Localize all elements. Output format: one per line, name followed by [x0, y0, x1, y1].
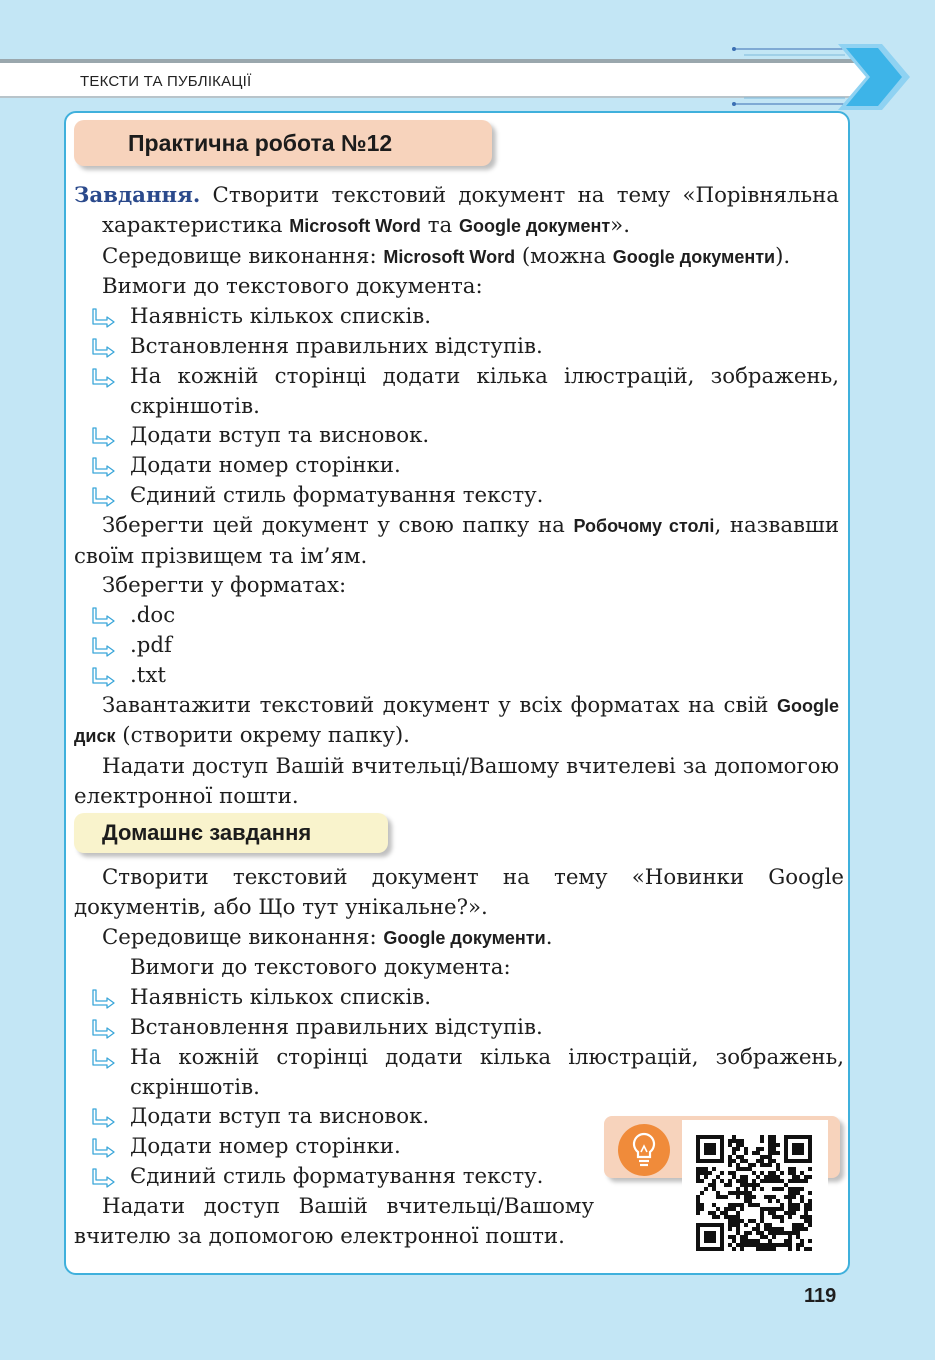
requirements-title: Вимоги до текстового документа:: [130, 955, 511, 981]
homework-task: Створити текстовий документ на тему «Новинки Google документів, або Що тут унікальне?».: [74, 865, 844, 920]
hooked-arrow-icon: [92, 1138, 118, 1158]
env-text: .: [545, 924, 553, 950]
format-item: .txt: [130, 662, 166, 688]
app-name: Microsoft Word: [383, 246, 516, 267]
environment-paragraph: [74, 923, 844, 954]
hooked-arrow-icon: [92, 1168, 118, 1188]
task-text: та: [420, 212, 459, 238]
app-name: Google документи: [612, 246, 776, 267]
task-text: Створити текстовий документ на тему «Порівняльна характеристика: [102, 183, 839, 238]
list-item-text: На кожній сторінці додати кілька ілюстрацій, зображень, скріншотів.: [130, 363, 839, 419]
task-text: ».: [610, 212, 630, 238]
hooked-arrow-icon: [92, 607, 118, 627]
list-item: [74, 661, 839, 691]
hooked-arrow-icon: [92, 637, 118, 657]
list-item-text: Додати вступ та висновок.: [130, 1104, 430, 1130]
list-item: [74, 332, 839, 362]
chevron-right-icon: [838, 44, 912, 110]
section-title: ТЕКСТИ ТА ПУБЛІКАЦІЇ: [80, 73, 252, 90]
share-paragraph-line1: Надати доступ Вашій вчительці/Вашому: [102, 1193, 594, 1219]
list-item-text: Наявність кількох списків.: [130, 985, 432, 1011]
list-item: [74, 481, 839, 511]
list-item: [74, 362, 839, 422]
env-text: ).: [775, 243, 791, 269]
homework-banner: Домашнє завдання: [74, 813, 388, 853]
hooked-arrow-icon: [92, 338, 118, 358]
upload-text: (створити окрему папку).: [115, 723, 410, 749]
decorative-lines: [720, 40, 850, 110]
list-item-text: На кожній сторінці додати кілька ілюстрацій, зображень, скріншотів.: [130, 1044, 844, 1100]
hooked-arrow-icon: [92, 308, 118, 328]
hooked-arrow-icon: [92, 427, 118, 447]
task-label: Завдання.: [74, 183, 201, 208]
list-item: [74, 421, 839, 451]
task-paragraph: [74, 181, 839, 242]
list-item: [74, 601, 839, 631]
save-paragraph: [74, 511, 839, 572]
env-text: Середовище виконання:: [102, 243, 384, 269]
lightbulb-icon: [616, 1122, 672, 1178]
format-item: .pdf: [130, 632, 172, 658]
list-item-text: Єдиний стиль форматування тексту.: [130, 482, 544, 508]
hooked-arrow-icon: [92, 667, 118, 687]
hooked-arrow-icon: [92, 457, 118, 477]
upload-paragraph: [74, 691, 839, 753]
list-item-text: Додати номер сторінки.: [130, 1134, 401, 1160]
hooked-arrow-icon: [92, 1019, 118, 1039]
app-name: Google документ: [458, 215, 611, 236]
list-item-text: Встановлення правильних відступів.: [130, 333, 543, 359]
list-item-text: Єдиний стиль форматування тексту.: [130, 1163, 544, 1189]
save-location: Робочому столі: [573, 515, 715, 536]
environment-paragraph: [74, 242, 839, 273]
hooked-arrow-icon: [92, 368, 118, 388]
upload-location: Google диск: [74, 695, 839, 747]
list-item: [74, 1043, 844, 1103]
env-text: (можна: [515, 243, 613, 269]
list-item-text: Додати номер сторінки.: [130, 453, 401, 479]
practical-section: [74, 181, 839, 812]
list-item: [74, 631, 839, 661]
save-text: , назвавши своїм прізвищем та ім’ям.: [74, 512, 840, 569]
hooked-arrow-icon: [92, 989, 118, 1009]
upload-text: Завантажити текстовий документ у всіх форматах на свій: [102, 692, 777, 718]
list-item: [74, 451, 839, 481]
formats-title: Зберегти у форматах:: [102, 573, 347, 599]
app-name: Google документи: [383, 927, 546, 948]
save-text: Зберегти цей документ у свою папку на: [102, 512, 574, 538]
list-item: [74, 302, 839, 332]
list-item-text: Наявність кількох списків.: [130, 304, 432, 330]
qr-code[interactable]: [696, 1135, 812, 1251]
list-item: [74, 1013, 844, 1043]
requirements-title: Вимоги до текстового документа:: [102, 274, 483, 300]
hooked-arrow-icon: [92, 1108, 118, 1128]
env-text: Середовище виконання:: [102, 924, 384, 950]
share-paragraph-line2: вчителю за допомогою електронної пошти.: [74, 1223, 565, 1249]
share-paragraph: Надати доступ Вашій вчительці/Вашому вчителеві за допомогою електронної пошти.: [74, 754, 839, 809]
page-number: 119: [804, 1285, 837, 1307]
hooked-arrow-icon: [92, 1049, 118, 1069]
list-item-text: Додати вступ та висновок.: [130, 423, 430, 449]
list-item-text: Встановлення правильних відступів.: [130, 1014, 543, 1040]
list-item: [74, 983, 844, 1013]
app-name: Microsoft Word: [289, 215, 421, 236]
hooked-arrow-icon: [92, 487, 118, 507]
format-item: .doc: [130, 603, 176, 629]
practical-work-banner: Практична робота №12: [74, 120, 492, 166]
